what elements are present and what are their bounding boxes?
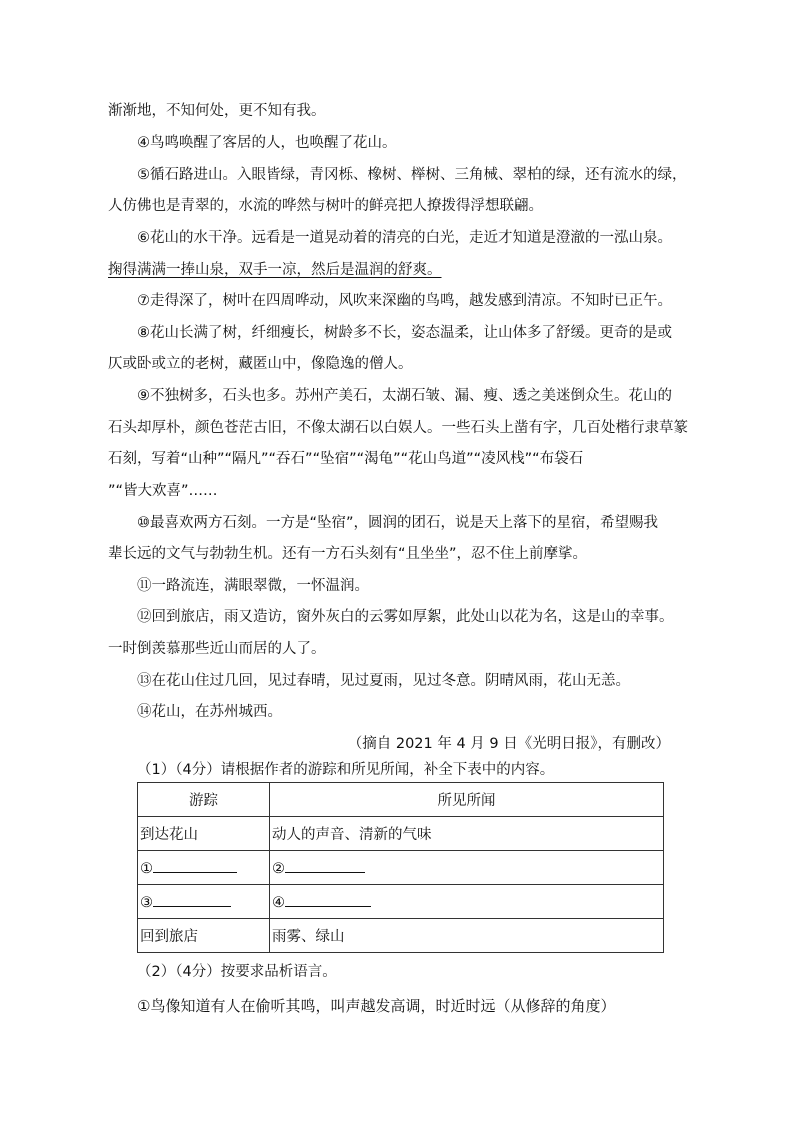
paragraph-6-line-2-underlined: 掬得满满一捧山泉，双手一凉，然后是温润的舒爽。 xyxy=(108,262,442,278)
blank-label: ② xyxy=(272,861,285,877)
paragraph-7: ⑦走得深了，树叶在四周哗动，风吹来深幽的鸟鸣，越发感到清凉。不知时已正午。 xyxy=(137,293,672,309)
table-cell-blank[interactable] xyxy=(270,851,664,885)
table-row xyxy=(138,817,664,851)
table-row xyxy=(138,885,664,919)
table-cell: 雨雾、绿山 xyxy=(270,919,664,953)
fill-in-blank[interactable] xyxy=(153,892,231,907)
blank-label: ③ xyxy=(140,895,153,911)
paragraph-12-line-1: ⑫回到旅店，雨又造访，窗外灰白的云雾如厚絮，此处山以花为名，这是山的幸事。 xyxy=(137,609,674,625)
paragraph-9-line-4: ”“皆大欢喜”…… xyxy=(108,483,218,499)
paragraph-14: ⑭花山，在苏州城西。 xyxy=(137,704,282,720)
itinerary-table xyxy=(137,782,664,953)
paragraph-10-line-1: ⑩最喜欢两方石刻。一方是“坠宿”，圆润的团石，说是天上落下的星宿，希望赐我 xyxy=(137,515,659,531)
table-header-observations: 所见所闻 xyxy=(270,783,664,817)
table-cell-blank[interactable] xyxy=(138,885,270,919)
paragraph-9-line-2: 石头却厚朴，颜色苍茫古旧，不像太湖石以白娱人。一些石头上凿有字，几百处楷行隶草篆 xyxy=(108,420,688,436)
paragraph-8-line-2: 仄或卧或立的老树，藏匿山中，像隐逸的僧人。 xyxy=(108,356,413,372)
paragraph-6-line-1: ⑥花山的水干净。远看是一道晃动着的清亮的白光，走近才知道是澄澈的一泓山泉。 xyxy=(137,230,672,246)
blank-label: ④ xyxy=(272,895,285,911)
table-cell: 动人的声音、清新的气味 xyxy=(270,817,664,851)
paragraph-12-line-2: 一时倒羡慕那些近山而居的人了。 xyxy=(108,641,326,657)
paragraph-5-line-1: ⑤循石路进山。入眼皆绿，青冈栎、橡树、榉树、三角械、翠柏的绿，还有流水的绿， xyxy=(137,167,687,183)
table-header-itinerary: 游踪 xyxy=(138,783,270,817)
table-cell-blank[interactable] xyxy=(138,851,270,885)
table-cell: 到达花山 xyxy=(138,817,270,851)
question-2: （2）（4分）按要求品析语言。 xyxy=(137,964,337,980)
paragraph-9-line-3: 石刻，写着“山种”“隔凡”“吞石”“坠宿”“渴龟”“花山鸟道”“凌风栈”“布袋石 xyxy=(108,451,584,467)
table-row xyxy=(138,919,664,953)
table-header-row xyxy=(138,783,664,817)
fill-in-blank[interactable] xyxy=(285,858,365,873)
paragraph-9-line-1: ⑨不独树多，石头也多。苏州产美石，太湖石皱、漏、瘦、透之美迷倒众生。花山的 xyxy=(137,388,672,404)
question-1: （1）（4分）请根据作者的游踪和所见所闻，补全下表中的内容。 xyxy=(137,762,555,778)
table-cell: 回到旅店 xyxy=(138,919,270,953)
source-citation: （摘自 2021 年 4 月 9 日《光明日报》，有删改） xyxy=(347,736,670,752)
question-2-item-1: ①鸟像知道有人在偷听其鸣，叫声越发高调，时近时远（从修辞的角度） xyxy=(137,997,616,1015)
fill-in-blank[interactable] xyxy=(153,858,237,873)
paragraph-10-line-2: 辈长远的文气与勃勃生机。还有一方石头刻有“且坐坐”，忍不住上前摩挲。 xyxy=(108,546,588,562)
paragraph-13: ⑬在花山住过几回，见过春晴，见过夏雨，见过冬意。阴晴风雨，花山无恙。 xyxy=(137,673,630,689)
paragraph-8-line-1: ⑧花山长满了树，纤细瘦长，树龄多不长，姿态温柔，让山体多了舒缓。更奇的是或 xyxy=(137,325,672,341)
blank-label: ① xyxy=(140,861,153,877)
table-cell-blank[interactable] xyxy=(270,885,664,919)
paragraph-11: ⑪一路流连，满眼翠微，一怀温润。 xyxy=(137,578,369,594)
table-row xyxy=(138,851,664,885)
paragraph-4: ④鸟鸣唤醒了客居的人，也唤醒了花山。 xyxy=(137,135,397,151)
paragraph-5-line-2: 人仿佛也是青翠的，水流的哗然与树叶的鲜亮把人撩拨得浮想联翩。 xyxy=(108,198,543,214)
fill-in-blank[interactable] xyxy=(285,892,371,907)
paragraph-continuation: 渐渐地，不知何处，更不知有我。 xyxy=(108,103,326,119)
